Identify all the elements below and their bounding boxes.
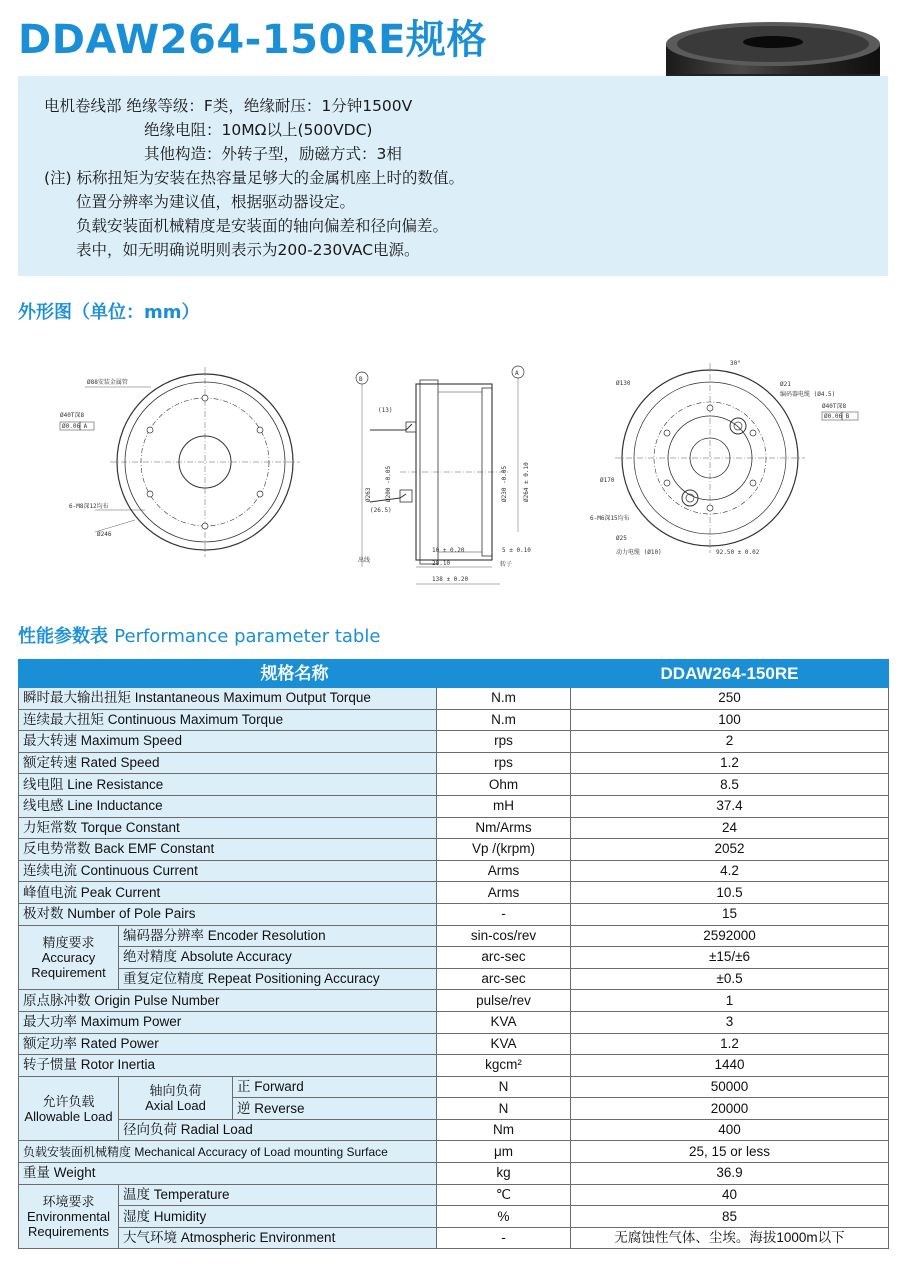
table-row [19, 903, 889, 925]
param-name: 温度 Temperature [119, 1184, 437, 1206]
back-label-e: Ø40T深8 [822, 403, 847, 410]
table-row [19, 1206, 889, 1228]
param-name: 编码器分辨率 Encoder Resolution [119, 925, 437, 947]
param-name: 绝对精度 Absolute Accuracy [119, 947, 437, 969]
side-label-b: Ø263 [365, 487, 372, 502]
back-label-a: 30° [730, 360, 741, 367]
outline-heading: 外形图（单位：mm） [18, 302, 200, 323]
side-label-d: Ø230 -0.05 [501, 465, 508, 502]
side-label-a: (13) [378, 407, 393, 414]
table-row [19, 1055, 889, 1077]
param-name: 极对数 Number of Pole Pairs [19, 903, 437, 925]
side-view-drawing [340, 362, 560, 592]
back-label-j: 动力电缆 (Ø10) [616, 549, 662, 556]
param-name: 逆 Reverse [233, 1098, 437, 1120]
performance-table [18, 659, 889, 1249]
param-value: 无腐蚀性气体、尘埃。海拔1000m以下 [571, 1227, 889, 1249]
performance-heading [18, 622, 380, 648]
side-label-k: 出线 [358, 557, 371, 564]
param-unit: arc-sec [437, 947, 571, 969]
param-unit: - [437, 903, 571, 925]
param-unit: rps [437, 752, 571, 774]
param-name: 原点脉冲数 Origin Pulse Number [19, 990, 437, 1012]
table-row [19, 1141, 889, 1163]
param-value: 8.5 [571, 774, 889, 796]
back-label-i: Ø25 [616, 535, 627, 542]
param-value: 24 [571, 817, 889, 839]
param-value: 37.4 [571, 795, 889, 817]
param-value: 1.2 [571, 1033, 889, 1055]
front-label-e: Ø246 [97, 531, 112, 538]
param-name: 最大功率 Maximum Power [19, 1011, 437, 1033]
param-unit: N [437, 1098, 571, 1120]
param-unit: ℃ [437, 1184, 571, 1206]
param-name: 线电感 Line Inductance [19, 795, 437, 817]
param-name: 最大转速 Maximum Speed [19, 731, 437, 753]
front-label-d: 6-M8深12均布 [69, 503, 109, 510]
param-name: 额定功率 Rated Power [19, 1033, 437, 1055]
param-name: 重量 Weight [19, 1163, 437, 1185]
param-unit: mH [437, 795, 571, 817]
param-value: 400 [571, 1119, 889, 1141]
param-name: 反电势常数 Back EMF Constant [19, 839, 437, 861]
spec-note-torque: (注) 标称扭矩为安装在热容量足够大的金属机座上时的数值。 [44, 169, 465, 187]
param-unit: N.m [437, 709, 571, 731]
param-name: 负载安装面机械精度 Mechanical Accuracy of Load mounting Surface [19, 1141, 437, 1163]
back-label-g: Ø170 [600, 477, 615, 484]
spec-insulation-resistance: 绝缘电阻：10MΩ以上(500VDC) [144, 121, 373, 139]
side-label-g: 10 ± 0.20 [432, 547, 465, 554]
back-view-drawing [590, 358, 890, 573]
param-unit: Arms [437, 860, 571, 882]
spec-note-power: 表中，如无明确说明则表示为200-230VAC电源。 [76, 241, 420, 259]
param-name: 额定转速 Rated Speed [19, 752, 437, 774]
param-value: 4.2 [571, 860, 889, 882]
side-label-n: A [515, 370, 519, 377]
table-row [19, 925, 889, 947]
param-value: 50000 [571, 1076, 889, 1098]
param-unit: rps [437, 731, 571, 753]
param-value: 10.5 [571, 882, 889, 904]
param-unit: Arms [437, 882, 571, 904]
spec-note-resolution: 位置分辨率为建议值，根据驱动器设定。 [76, 193, 356, 211]
table-row [19, 795, 889, 817]
table-row [19, 1184, 889, 1206]
param-name: 线电阻 Line Resistance [19, 774, 437, 796]
back-label-b: Ø130 [616, 380, 631, 387]
side-label-e: Ø264 ± 0.10 [523, 462, 530, 502]
param-name: 转子惯量 Rotor Inertia [19, 1055, 437, 1077]
param-value: 2052 [571, 839, 889, 861]
param-value: 250 [571, 688, 889, 710]
side-label-j: 138 ± 0.20 [432, 576, 469, 583]
accuracy-group-label: 精度要求 Accuracy Requirement [19, 925, 119, 990]
param-unit: Nm/Arms [437, 817, 571, 839]
param-name: 大气环境 Atmospheric Environment [119, 1227, 437, 1249]
table-row [19, 839, 889, 861]
side-label-l: 转子 [500, 561, 513, 568]
param-name: 瞬时最大输出扭矩 Instantaneous Maximum Output Torque [19, 688, 437, 710]
table-row [19, 731, 889, 753]
spec-winding-insulation: 电机卷线部 绝缘等级：F类，绝缘耐压：1分钟1500V [44, 97, 413, 115]
param-unit: Ohm [437, 774, 571, 796]
table-row [19, 860, 889, 882]
side-label-f: (26.5) [370, 507, 392, 514]
table-row [19, 752, 889, 774]
param-unit: - [437, 1227, 571, 1249]
back-label-k: 92.50 ± 0.02 [716, 549, 760, 556]
front-label-b: Ø40T深8 [60, 412, 85, 419]
table-row [19, 688, 889, 710]
spec-note-accuracy: 负载安装面机械精度是安装面的轴向偏差和径向偏差。 [76, 217, 449, 235]
param-value: 100 [571, 709, 889, 731]
performance-heading-cn: 性能参数表 [18, 626, 108, 647]
param-unit: kgcm² [437, 1055, 571, 1077]
param-name: 重复定位精度 Repeat Positioning Accuracy [119, 968, 437, 990]
back-label-h: 6-M6深15均布 [590, 515, 630, 522]
side-label-h: 28.10 [432, 560, 451, 567]
param-unit: N.m [437, 688, 571, 710]
param-name: 正 Forward [233, 1076, 437, 1098]
performance-heading-en: Performance parameter table [114, 626, 381, 647]
param-value: 2592000 [571, 925, 889, 947]
front-view-drawing [55, 362, 315, 582]
param-unit: μm [437, 1141, 571, 1163]
front-label-c: Ø0.06 A [62, 423, 88, 430]
side-label-c: Ø200 -0.05 [385, 465, 392, 502]
param-name: 力矩常数 Torque Constant [19, 817, 437, 839]
page-title: DDAW264-150RE规格 [18, 17, 487, 63]
front-label-a: Ø88安装金属管 [87, 379, 128, 386]
param-unit: KVA [437, 1033, 571, 1055]
environment-group-label: 环境要求 Environmental Requirements [19, 1184, 119, 1249]
param-unit: arc-sec [437, 968, 571, 990]
table-row [19, 947, 889, 969]
param-value: 1.2 [571, 752, 889, 774]
side-label-m: B [359, 376, 363, 383]
param-value: 36.9 [571, 1163, 889, 1185]
table-row [19, 1163, 889, 1185]
param-value: 85 [571, 1206, 889, 1228]
param-unit: Nm [437, 1119, 571, 1141]
param-value: 15 [571, 903, 889, 925]
spec-notes-box [18, 76, 888, 276]
table-row [19, 882, 889, 904]
table-row [19, 709, 889, 731]
load-group-label: 允许负载 Allowable Load [19, 1076, 119, 1141]
param-value: 40 [571, 1184, 889, 1206]
back-label-d: 编码器电缆 (Ø4.5) [780, 391, 836, 398]
table-row [19, 990, 889, 1012]
side-label-i: 5 ± 0.10 [502, 547, 531, 554]
table-header-row [19, 660, 889, 688]
table-row [19, 817, 889, 839]
table-row [19, 1033, 889, 1055]
spec-other-structure: 其他构造：外转子型，励磁方式：3相 [144, 145, 402, 163]
param-value: 20000 [571, 1098, 889, 1120]
param-value: 1 [571, 990, 889, 1012]
back-label-c: Ø21 [780, 381, 791, 388]
param-value: 25, 15 or less [571, 1141, 889, 1163]
param-name: 峰值电流 Peak Current [19, 882, 437, 904]
param-name: 径向负荷 Radial Load [119, 1119, 437, 1141]
param-value: ±15/±6 [571, 947, 889, 969]
table-row [19, 774, 889, 796]
param-unit: N [437, 1076, 571, 1098]
param-value: 2 [571, 731, 889, 753]
param-unit: % [437, 1206, 571, 1228]
header-spec-name: 规格名称 [19, 660, 571, 688]
back-label-f: Ø0.06 B [824, 413, 850, 420]
table-row [19, 968, 889, 990]
table-row [19, 1076, 889, 1098]
param-value: ±0.5 [571, 968, 889, 990]
table-row [19, 1227, 889, 1249]
header-model: DDAW264-150RE [571, 660, 889, 688]
param-value: 3 [571, 1011, 889, 1033]
table-row [19, 1011, 889, 1033]
param-name: 湿度 Humidity [119, 1206, 437, 1228]
param-name: 连续电流 Continuous Current [19, 860, 437, 882]
param-unit: KVA [437, 1011, 571, 1033]
param-unit: Vp /(krpm) [437, 839, 571, 861]
param-unit: sin-cos/rev [437, 925, 571, 947]
axial-group-label: 轴向负荷 Axial Load [119, 1076, 233, 1119]
param-value: 1440 [571, 1055, 889, 1077]
param-unit: kg [437, 1163, 571, 1185]
table-row [19, 1119, 889, 1141]
param-unit: pulse/rev [437, 990, 571, 1012]
param-name: 连续最大扭矩 Continuous Maximum Torque [19, 709, 437, 731]
